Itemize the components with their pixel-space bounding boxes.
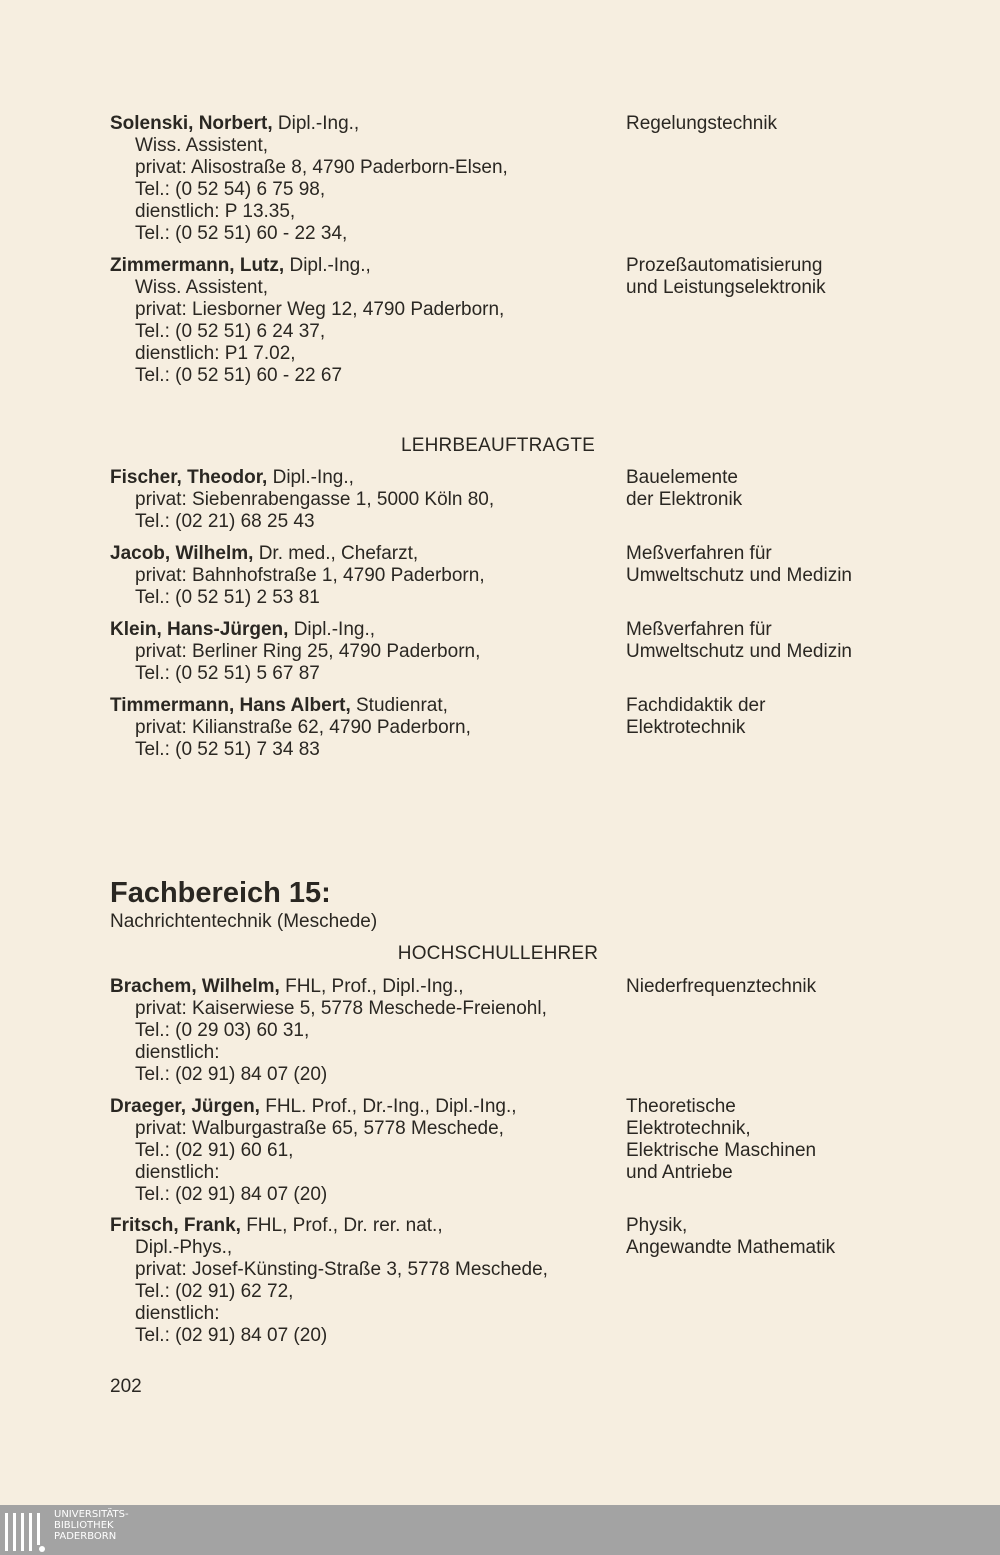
person-title: FHL. Prof., Dr.-Ing., Dipl.-Ing., [259,1096,517,1117]
detail-line: dienstlich: P 13.35, [135,201,296,222]
entry-jacob [110,543,990,609]
detail-line: privat: Kaiserwiese 5, 5778 Meschede-Freienohl, [135,998,547,1019]
entry-solenski [110,113,990,245]
detail-line: privat: Berliner Ring 25, 4790 Paderborn, [135,641,481,662]
entry-details [110,1096,610,1206]
section-subtitle: Nachrichtentechnik (Meschede) [110,911,378,932]
person-title: Dr. med., Chefarzt, [253,543,419,564]
subject: Bauelemente der Elektronik [626,467,743,510]
detail-line: Tel.: (0 52 51) 5 67 87 [135,663,320,684]
detail-line: Tel.: (0 52 51) 60 - 22 34, [135,223,348,244]
person-name: Fritsch, Frank, [110,1215,241,1236]
detail-line: Wiss. Assistent, [135,135,269,156]
subject: Theoretische Elektrotechnik, Elektrische Maschinen und Antriebe [626,1096,817,1183]
person-title: FHL, Prof., Dr. rer. nat., [240,1215,443,1236]
person-title: Dipl.-Ing., [284,255,371,276]
library-footer [0,1505,1000,1555]
detail-line: Tel.: (0 52 51) 60 - 22 67 [135,365,343,386]
detail-line: dienstlich: [135,1303,220,1324]
section-heading-hochschullehrer: HOCHSCHULLEHRER [397,943,599,964]
library-logo-icon [4,1509,48,1553]
person-name: Zimmermann, Lutz, [110,255,285,276]
entry-fritsch [110,1215,990,1347]
detail-line: privat: Kilianstraße 62, 4790 Paderborn, [135,717,471,738]
entry-details [110,1215,610,1347]
detail-line: Tel.: (02 91) 62 72, [135,1281,294,1302]
entry-timmermann [110,695,990,761]
detail-line: privat: Walburgastraße 65, 5778 Meschede, [135,1118,504,1139]
person-title: Dipl.-Ing., [267,467,354,488]
person-name: Fischer, Theodor, [110,467,268,488]
detail-line: dienstlich: P1 7.02, [135,343,296,364]
person-name: Brachem, Wilhelm, [110,976,280,997]
subject: Niederfrequenztechnik [626,976,817,997]
detail-line: privat: Liesborner Weg 12, 4790 Paderborn, [135,299,505,320]
person-title: FHL, Prof., Dipl.-Ing., [279,976,464,997]
detail-line: dienstlich: [135,1042,220,1063]
person-title: Studienrat, [350,695,448,716]
entry-brachem [110,976,990,1086]
entry-klein [110,619,990,685]
entry-zimmermann [110,255,990,387]
subject: Meßverfahren für Umweltschutz und Medizin [626,619,852,662]
detail-line: Tel.: (0 52 51) 7 34 83 [135,739,320,760]
detail-line: Tel.: (02 91) 84 07 (20) [135,1064,328,1085]
person-title: Dipl.-Ing., [272,113,360,134]
detail-line: privat: Bahnhofstraße 1, 4790 Paderborn, [135,565,485,586]
page-number: 202 [110,1376,142,1397]
subject: Fachdidaktik der Elektrotechnik [626,695,766,738]
detail-line: Tel.: (02 91) 84 07 (20) [135,1325,328,1346]
entry-details [110,113,610,245]
subject: Meßverfahren für Umweltschutz und Medizin [626,543,852,586]
person-name: Draeger, Jürgen, [110,1096,260,1117]
detail-line: Tel.: (0 52 54) 6 75 98, [135,179,326,200]
detail-line: privat: Josef-Künsting-Straße 3, 5778 Meschede, [135,1259,548,1280]
detail-line: privat: Siebenrabengasse 1, 5000 Köln 80, [135,489,495,510]
person-name: Solenski, Norbert, [110,113,273,134]
entry-fischer [110,467,990,533]
detail-line: Tel.: (02 91) 60 61, [135,1140,294,1161]
detail-line: Wiss. Assistent, [135,277,269,298]
detail-line: Tel.: (0 52 51) 2 53 81 [135,587,320,608]
detail-line: Tel.: (02 21) 68 25 43 [135,511,315,532]
detail-line: Tel.: (0 29 03) 60 31, [135,1020,310,1041]
section-heading-lehrbeauftragte: LEHRBEAUFTRAGTE [400,435,596,456]
entry-details [110,695,610,761]
detail-line: Tel.: (0 52 51) 6 24 37, [135,321,326,342]
person-name: Jacob, Wilhelm, [110,543,254,564]
subject: Prozeßautomatisierung und Leistungselektronik [626,255,826,298]
entry-details [110,543,610,609]
subject: Regelungstechnik [626,113,778,134]
detail-line: privat: Alisostraße 8, 4790 Paderborn-Elsen, [135,157,508,178]
subject: Physik, Angewandte Mathematik [626,1215,836,1258]
entry-details [110,976,610,1086]
person-name: Klein, Hans-Jürgen, [110,619,289,640]
detail-line: Dipl.-Phys., [135,1237,233,1258]
entry-details [110,619,610,685]
entry-details [110,255,610,387]
detail-line: Tel.: (02 91) 84 07 (20) [135,1184,328,1205]
entry-details [110,467,610,533]
person-name: Timmermann, Hans Albert, [110,695,351,716]
section-title: Fachbereich 15: [110,877,331,909]
person-title: Dipl.-Ing., [288,619,376,640]
entry-draeger [110,1096,990,1206]
library-name: UNIVERSITÄTS- BIBLIOTHEK PADERBORN [54,1509,129,1542]
detail-line: dienstlich: [135,1162,220,1183]
